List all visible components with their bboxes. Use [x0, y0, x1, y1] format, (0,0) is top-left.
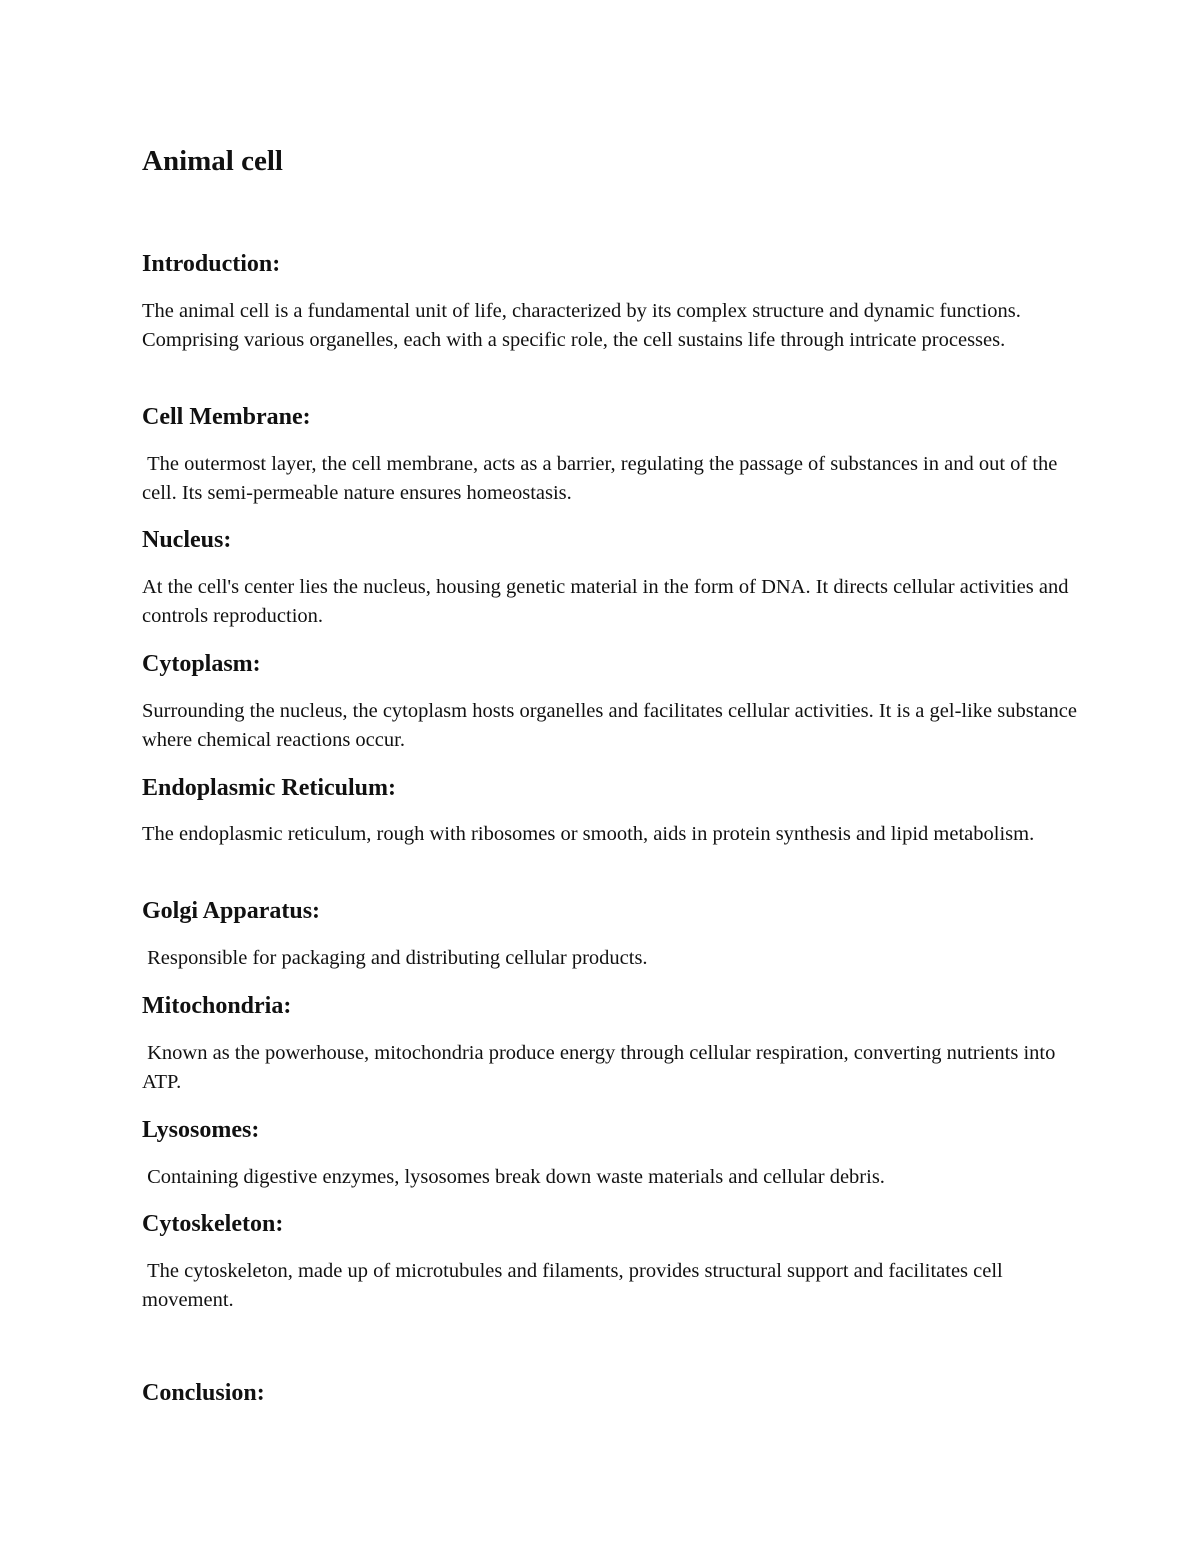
heading-introduction: Introduction:: [142, 251, 281, 277]
heading-conclusion: Conclusion:: [142, 1380, 265, 1406]
heading-cytoskeleton: Cytoskeleton:: [142, 1211, 284, 1237]
paragraph-lysosomes: Containing digestive enzymes, lysosomes break down waste materials and cellular debris.: [142, 1166, 885, 1188]
heading-lysosomes: Lysosomes:: [142, 1117, 260, 1143]
heading-cell-membrane: Cell Membrane:: [142, 404, 311, 430]
heading-nucleus: Nucleus:: [142, 527, 232, 553]
heading-mitochondria: Mitochondria:: [142, 993, 292, 1019]
heading-golgi-apparatus: Golgi Apparatus:: [142, 898, 321, 924]
document-title: Animal cell: [142, 145, 283, 177]
heading-endoplasmic-reticulum: Endoplasmic Reticulum:: [142, 775, 397, 801]
paragraph-introduction: The animal cell is a fundamental unit of life, characterized by its complex structure and dynamic functions. Comprising various organelles, each with a specific role, the cell sustains life through intricate processes.: [142, 300, 1027, 351]
paragraph-cytoplasm: Surrounding the nucleus, the cytoplasm hosts organelles and facilitates cellular activities. It is a gel-like substance where chemical reactions occur.: [142, 700, 1083, 751]
heading-cytoplasm: Cytoplasm:: [142, 651, 261, 677]
paragraph-nucleus: At the cell's center lies the nucleus, housing genetic material in the form of DNA. It directs cellular activities and controls reproduction.: [142, 576, 1074, 627]
paragraph-mitochondria: Known as the powerhouse, mitochondria produce energy through cellular respiration, converting nutrients into ATP.: [142, 1042, 1060, 1093]
paragraph-golgi-apparatus: Responsible for packaging and distributing cellular products.: [142, 947, 648, 969]
paragraph-cytoskeleton: The cytoskeleton, made up of microtubules and filaments, provides structural support and facilitates cell movement.: [142, 1260, 1008, 1311]
paragraph-cell-membrane: The outermost layer, the cell membrane, acts as a barrier, regulating the passage of substances in and out of the cell. Its semi-permeable nature ensures homeostasis.: [142, 453, 1063, 504]
paragraph-endoplasmic-reticulum: The endoplasmic reticulum, rough with ribosomes or smooth, aids in protein synthesis and lipid metabolism.: [142, 823, 1035, 845]
